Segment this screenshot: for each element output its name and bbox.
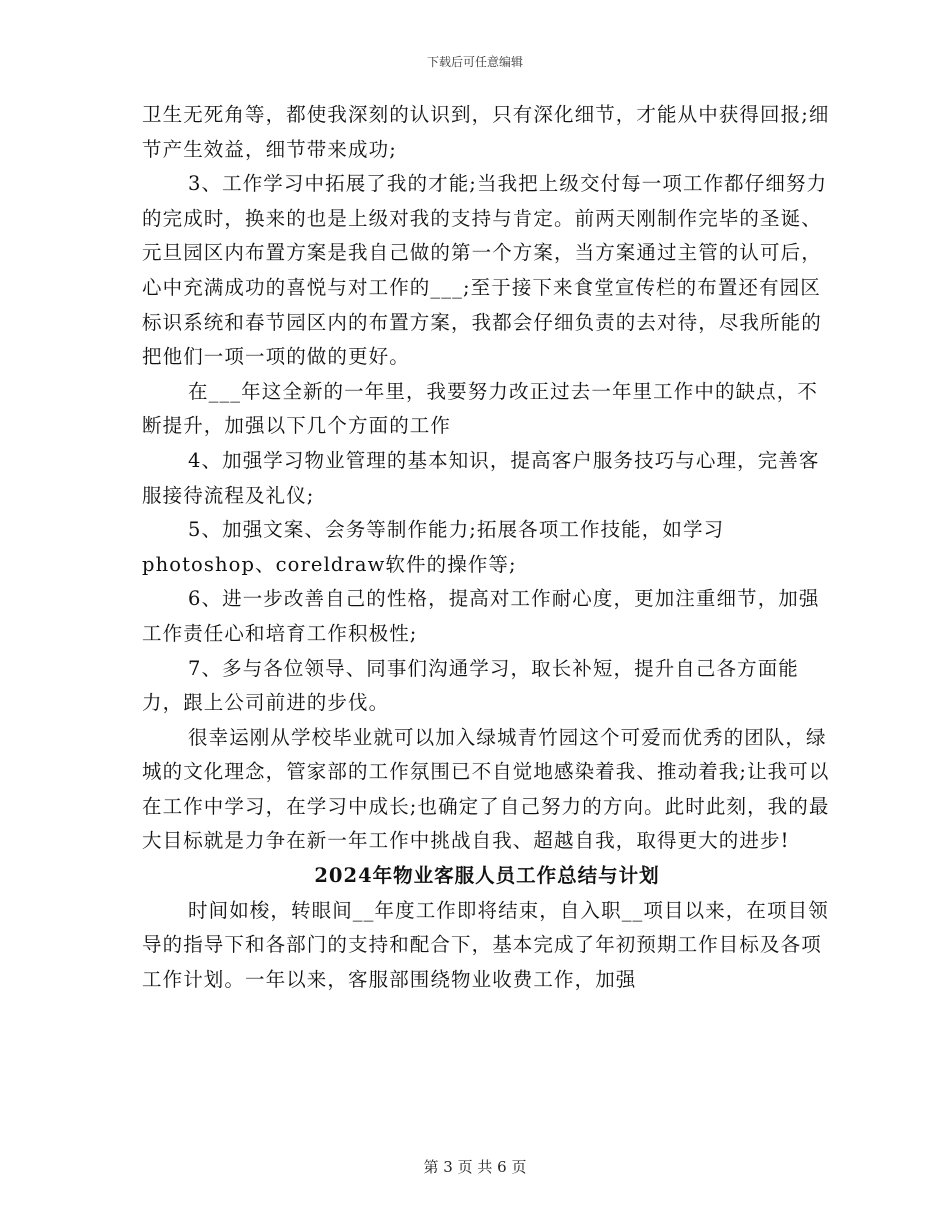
paragraph-item-5: 5、加强文案、会务等制作能力;拓展各项工作技能，如学习photoshop、coreldraw软件的操作等;: [142, 518, 725, 576]
paragraph-item-7: 7、多与各位领导、同事们沟通学习，取长补短，提升自己各方面能力，跟上公司前进的步伐。: [142, 656, 799, 715]
paragraph-new-year-plan: 在___年这全新的一年里，我要努力改正过去一年里工作中的缺点，不断提升，加强以下几个方面的工作: [142, 379, 818, 438]
page-header: 下载后可任意编辑: [426, 55, 523, 69]
document-body: [142, 98, 832, 997]
paragraph-item-6: 6、进一步改善自己的性格，提高对工作耐心度，更加注重细节，加强工作责任心和培育工作积极性;: [142, 587, 820, 645]
paragraph-section-intro: 时间如梭，转眼间__年度工作即将结束，自入职__项目以来，在项目领导的指导下和各部门的支持和配合下，基本完成了年初预期工作目标及各项工作计划。一年以来，客服部围绕物业收费工作，加强: [142, 898, 829, 991]
paragraph-continuation: 卫生无死角等，都使我深刻的认识到，只有深化细节，才能从中获得回报;细节产生效益，细节带来成功;: [142, 103, 830, 161]
paragraph-closing: 很幸运刚从学校毕业就可以加入绿城青竹园这个可爱而优秀的团队，绿城的文化理念，管家部的工作氛围已不自觉地感染着我、推动着我;让我可以在工作中学习，在学习中成长;也确定了自己努力的方向。此时此刻，我的最大目标就是力争在新一年工作中挑战自我、超越自我，取得更大的进步!: [142, 725, 830, 853]
paragraph-item-3: 3、工作学习中拓展了我的才能;当我把上级交付每一项工作都仔细努力的完成时，换来的也是上级对我的支持与肯定。前两天刚制作完毕的圣诞、元旦园区内布置方案是我自己做的第一个方案，当方案通过主管的认可后，心中充满成功的喜悦与对工作的___;至于接下来食堂宣传栏的布置还有园区标识系统和春节园区内的布置方案，我都会仔细负责的去对待，尽我所能的把他们一项一项的做的更好。: [142, 172, 828, 369]
section-title: 2024年物业客服人员工作总结与计划: [314, 864, 660, 888]
page-number: 第 3 页 共 6 页: [423, 1158, 527, 1176]
paragraph-item-4: 4、加强学习物业管理的基本知识，提高客户服务技巧与心理，完善客服接待流程及礼仪;: [142, 448, 820, 507]
